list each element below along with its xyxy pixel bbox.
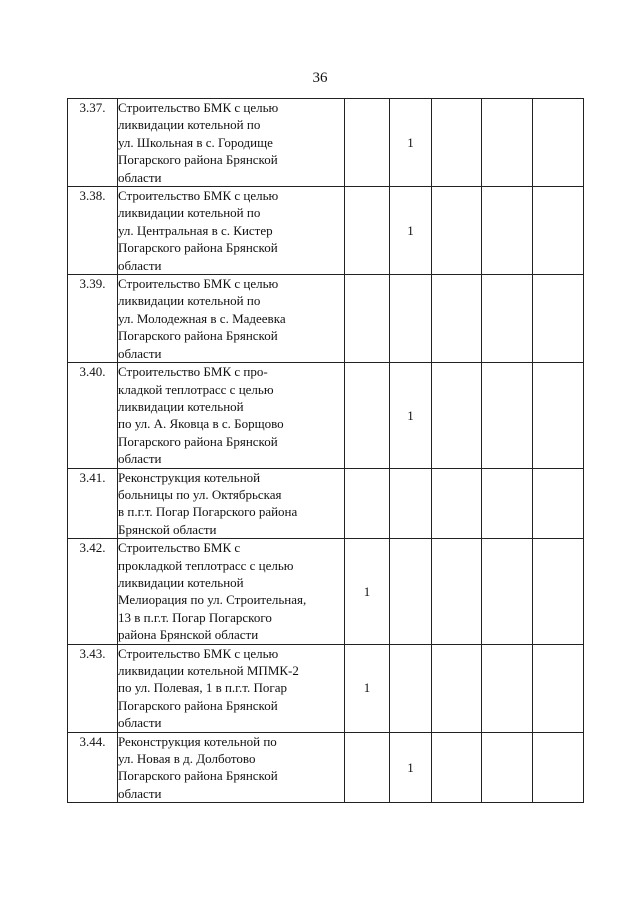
value-cell xyxy=(482,363,533,468)
page-number: 36 xyxy=(312,70,328,86)
description-line: Погарского района Брянской xyxy=(118,240,278,256)
value-cell: 1 xyxy=(390,99,432,187)
description-line: Погарского района Брянской xyxy=(118,328,278,344)
value-cell xyxy=(482,732,533,803)
item-description xyxy=(118,275,345,363)
description-line: Погарского района Брянской xyxy=(118,152,278,168)
item-description xyxy=(118,363,345,468)
description-line: Строительство БМК с целью xyxy=(118,645,279,661)
description-line: Строительство БМК с целью xyxy=(118,188,279,204)
item-description xyxy=(118,539,345,644)
item-description xyxy=(118,187,345,275)
description-line: Погарского района Брянской xyxy=(118,433,278,449)
item-number: 3.39. xyxy=(68,275,118,363)
description-line: области xyxy=(118,169,162,185)
item-description xyxy=(118,644,345,732)
value-cell: 1 xyxy=(390,732,432,803)
description-line: Строительство БМК с целью xyxy=(118,276,279,292)
value-cell xyxy=(345,468,390,539)
value-cell xyxy=(390,275,432,363)
description-line: по ул. А. Яковца в с. Борщово xyxy=(118,416,284,432)
description-line: кладкой теплотрасс с целью xyxy=(118,381,274,397)
table-row xyxy=(68,99,584,187)
description-line: ул. Молодежная в с. Мадеевка xyxy=(118,310,286,326)
description-line: ликвидации котельной по xyxy=(118,117,261,133)
item-number: 3.43. xyxy=(68,644,118,732)
value-cell xyxy=(533,99,584,187)
value-cell xyxy=(533,644,584,732)
description-line: Реконструкция котельной xyxy=(118,469,261,485)
table-row xyxy=(68,644,584,732)
description-line: 13 в п.г.т. Погар Погарского xyxy=(118,609,272,625)
value-cell: 1 xyxy=(390,363,432,468)
description-line: по ул. Полевая, 1 в п.г.т. Погар xyxy=(118,680,287,696)
item-number: 3.44. xyxy=(68,732,118,803)
value-cell xyxy=(533,275,584,363)
description-line: Строительство БМК с целью xyxy=(118,100,279,115)
value-cell xyxy=(482,99,533,187)
value-cell xyxy=(533,363,584,468)
value-cell xyxy=(482,644,533,732)
value-cell xyxy=(482,468,533,539)
item-number: 3.42. xyxy=(68,539,118,644)
description-line: ликвидации котельной xyxy=(118,574,244,590)
item-number: 3.41. xyxy=(68,468,118,539)
description-line: ул. Новая в д. Долботово xyxy=(118,751,256,767)
description-line: области xyxy=(118,451,162,467)
table-row xyxy=(68,539,584,644)
description-line: Погарского района Брянской xyxy=(118,768,278,784)
description-line: области xyxy=(118,785,162,801)
value-cell xyxy=(432,99,482,187)
description-line: области xyxy=(118,345,162,361)
value-cell xyxy=(533,468,584,539)
table-row xyxy=(68,363,584,468)
value-cell xyxy=(432,732,482,803)
value-cell xyxy=(390,468,432,539)
table-row xyxy=(68,275,584,363)
value-cell xyxy=(432,468,482,539)
value-cell xyxy=(432,363,482,468)
value-cell xyxy=(432,644,482,732)
description-line: в п.г.т. Погар Погарского района xyxy=(118,504,298,520)
description-line: Реконструкция котельной по xyxy=(118,733,277,749)
description-line: ликвидации котельной по xyxy=(118,293,261,309)
description-line: области xyxy=(118,715,162,731)
description-line: ул. Центральная в с. Кистер xyxy=(118,222,273,238)
value-cell xyxy=(345,363,390,468)
description-line: прокладкой теплотрасс с целью xyxy=(118,557,294,573)
table-row xyxy=(68,732,584,803)
description-line: Мелиорация по ул. Строительная, xyxy=(118,592,307,608)
value-cell xyxy=(345,275,390,363)
value-cell: 1 xyxy=(345,539,390,644)
item-number: 3.40. xyxy=(68,363,118,468)
description-line: ликвидации котельной xyxy=(118,398,244,414)
description-line: больницы по ул. Октябрьская xyxy=(118,486,282,502)
item-number: 3.37. xyxy=(68,99,118,187)
value-cell xyxy=(432,275,482,363)
item-description xyxy=(118,468,345,539)
description-line: области xyxy=(118,257,162,273)
description-line: ликвидации котельной по xyxy=(118,205,261,221)
value-cell: 1 xyxy=(390,187,432,275)
value-cell xyxy=(482,539,533,644)
value-cell xyxy=(533,539,584,644)
value-cell xyxy=(482,187,533,275)
description-line: Погарского района Брянской xyxy=(118,697,278,713)
description-line: Брянской области xyxy=(118,521,217,537)
measures-table xyxy=(67,98,584,803)
item-description xyxy=(118,99,345,187)
table-row xyxy=(68,187,584,275)
value-cell xyxy=(390,644,432,732)
description-line: Строительство БМК с xyxy=(118,540,241,556)
value-cell: 1 xyxy=(345,644,390,732)
description-line: района Брянской области xyxy=(118,627,259,643)
value-cell xyxy=(432,187,482,275)
value-cell xyxy=(345,732,390,803)
value-cell xyxy=(482,275,533,363)
description-line: Строительство БМК с про- xyxy=(118,364,268,380)
description-line: ликвидации котельной МПМК-2 xyxy=(118,663,299,678)
value-cell xyxy=(533,187,584,275)
value-cell xyxy=(345,99,390,187)
value-cell xyxy=(345,187,390,275)
table-row xyxy=(68,468,584,539)
description-line: ул. Школьная в с. Городище xyxy=(118,134,273,150)
value-cell xyxy=(533,732,584,803)
item-number: 3.38. xyxy=(68,187,118,275)
value-cell xyxy=(390,539,432,644)
item-description xyxy=(118,732,345,803)
value-cell xyxy=(432,539,482,644)
